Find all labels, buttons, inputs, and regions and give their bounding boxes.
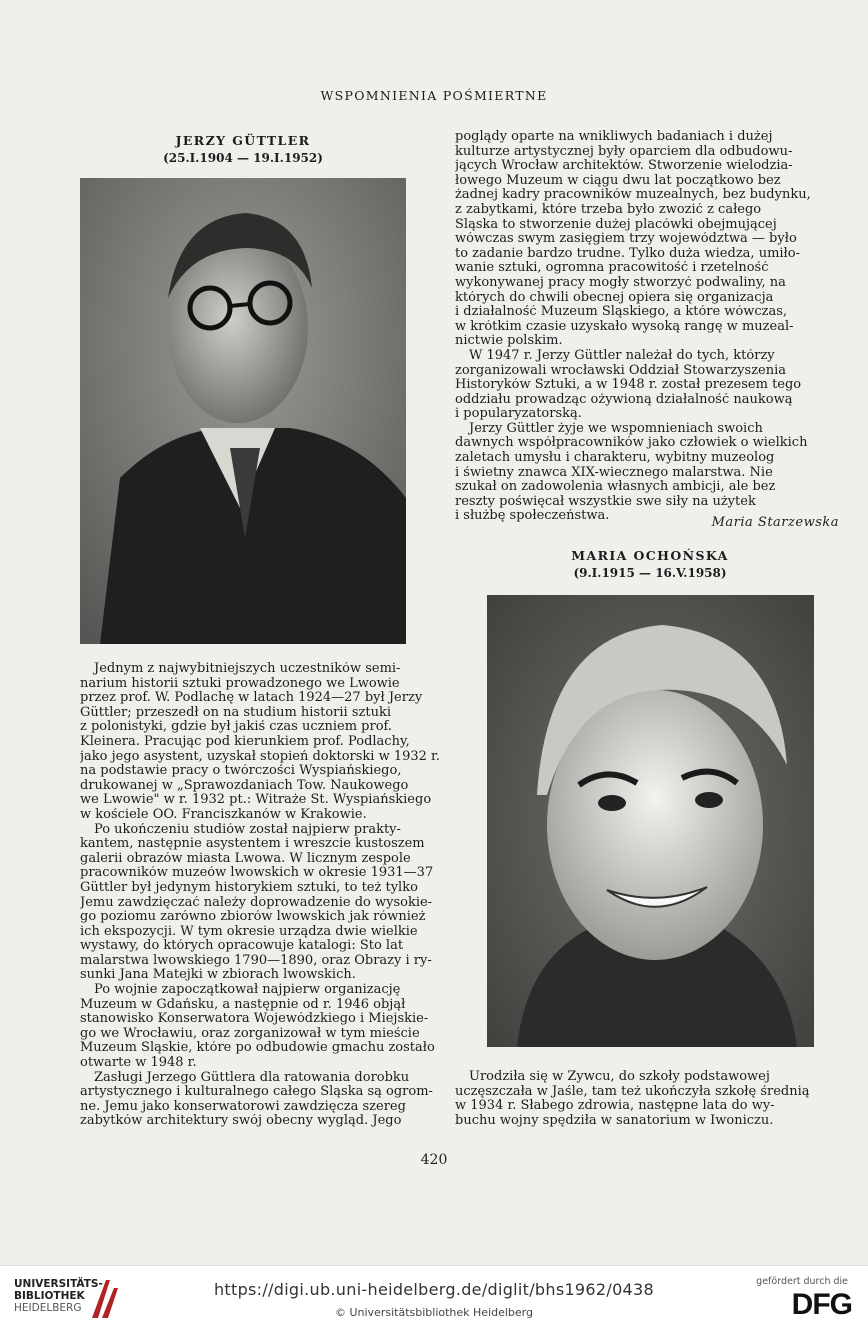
bio-heading-ochonska [540, 548, 760, 580]
text-line: zabytków architektury swój obecny wygląd. Jego [80, 1114, 402, 1129]
dfg-logo: DFG [791, 1288, 852, 1321]
text-line: Jednym z najwybitniejszych uczestników semi- [94, 662, 401, 676]
text-line: z polonistyki, gdzie był jakiś czas uczniem prof. [80, 720, 393, 735]
bio1-text-left [80, 662, 445, 1129]
text-line: poglądy oparte na wnikliwych badaniach i dużej [455, 130, 773, 144]
text-line: Jerzy Güttler żyje we wspomnieniach swoich [469, 421, 763, 436]
bio2-text [455, 1070, 839, 1128]
text-line: to zadanie bardzo trudne. Tylko duża wiedza, umiło- [455, 246, 800, 261]
library-line: HEIDELBERG [14, 1302, 82, 1314]
text-line: jących Wrocław architektów. Stworzenie wielodzia- [455, 159, 793, 174]
text-line: i popularyzatorską. [455, 407, 582, 422]
text-line: i działalność Muzeum Śląskiego, a które wówczas, [455, 305, 788, 320]
text-line: go we Wrocławiu, oraz zorganizował w tym mieście [80, 1026, 420, 1041]
text-line: Güttler; przeszedł on na studium historii sztuki [80, 705, 391, 720]
author-signature: Maria Starzewska [711, 515, 839, 530]
text-line: wanie sztuki, ogromna pracowitość i rzetelność [455, 261, 769, 276]
text-line: stanowisko Konserwatora Wojewódzkiego i Miejskie- [80, 1012, 429, 1027]
text-line: Muzeum w Gdańsku, a następnie od r. 1946 objął [80, 997, 406, 1012]
text-line: Po wojnie zapoczątkował najpierw organizację [94, 983, 401, 998]
text-line: narium historii sztuki prowadzonego we Lwowie [80, 676, 400, 691]
text-line: Urodziła się w Żywcu, do szkoły podstawowej [469, 1070, 770, 1084]
bio-heading-guttler [148, 133, 338, 165]
text-line: pracowników muzeów lwowskich w okresie 1931—37 [80, 866, 434, 881]
text-line: zorganizowali wrocławski Oddział Stowarzyszenia [455, 363, 787, 378]
text-line: w 1934 r. Słabego zdrowia, następne lata do wy- [455, 1099, 775, 1114]
text-line: ich ekspozycji. W tym okresie urządza dwie wielkie [80, 924, 418, 939]
text-line: Jemu zawdzięczać należy doprowadzenie do wysokie- [80, 895, 433, 910]
text-line: wówczas swym zasięgiem trzy województwa — było [455, 232, 797, 247]
text-line: Po ukończeniu studiów został najpierw prakty- [94, 822, 401, 837]
text-line: Śląska to stworzenie dużej placówki obejmującej [455, 217, 777, 232]
library-line: UNIVERSITÄTS- [14, 1278, 103, 1290]
text-line: Kleinera. Pracując pod kierunkiem prof. Podlachy, [80, 734, 410, 749]
text-line: przez prof. W. Podlachę w latach 1924—27 był Jerzy [80, 691, 423, 706]
text-line: żadnej kadry pracowników muzealnych, bez budynku, [455, 188, 811, 203]
text-line: malarstwa lwowskiego 1790—1890, oraz Obrazy i ry- [80, 953, 432, 968]
text-line: Güttler był jedynym historykiem sztuki, to też tylko [80, 880, 418, 895]
document-url-link[interactable]: https://digi.ub.uni-heidelberg.de/diglit/bhs1962/0438 [213, 1280, 654, 1299]
portrait-photo-guttler [80, 178, 406, 644]
bio-dates: (9.I.1915 — 16.V.1958) [573, 566, 727, 580]
text-line: galerii obrazów miasta Lwowa. W licznym zespole [80, 851, 411, 866]
text-line: we Lwowie" w r. 1932 pt.: Witraże St. Wyspiańskiego [80, 793, 432, 808]
text-line: i świetny znawca XIX-wiecznego malarstwa. Nie [455, 465, 773, 480]
text-line: Muzeum Śląskie, które po odbudowie gmachu zostało [80, 1041, 435, 1056]
text-line: W 1947 r. Jerzy Güttler należał do tych, którzy [469, 348, 775, 363]
text-line: nictwie polskim. [455, 334, 563, 349]
running-header: WSPOMNIENIA POŚMIERTNE [320, 88, 548, 103]
text-line: drukowanej w „Sprawozdaniach Tow. Naukowego [80, 778, 409, 793]
text-line: buchu wojny spędziła w sanatorium w Iwoniczu. [455, 1113, 774, 1128]
bio1-text-right [455, 130, 839, 524]
text-line: wystawy, do których opracowuje katalogi: Sto lat [80, 939, 404, 954]
text-line: kantem, następnie asystentem i wreszcie kustoszem [80, 837, 425, 852]
text-line: Zasługi Jerzego Güttlera dla ratowania dorobku [94, 1070, 410, 1085]
text-line: otwarte w 1948 r. [80, 1056, 197, 1071]
text-line: ne. Jemu jako konserwatorowi zawdzięcza szereg [80, 1099, 406, 1114]
text-line: sunki Jana Matejki w zbiorach lwowskich. [80, 968, 356, 983]
text-line: artystycznego i kulturalnego całego Śląska są ogrom- [80, 1085, 433, 1100]
copyright-notice: © Universitätsbibliothek Heidelberg [334, 1306, 533, 1319]
page-number: 420 [420, 1152, 448, 1168]
text-line: z zabytkami, które trzeba było zwozić z całego [455, 202, 762, 217]
text-line: w kościele OO. Franciszkanów w Krakowie. [80, 807, 367, 822]
text-line: go poziomu zarówno zbiorów lwowskich jak również [80, 910, 426, 925]
text-line: zaletach umysłu i charakteru, wybitny muzeolog [455, 451, 775, 466]
text-line: których do chwili obecnej opiera się organizacja [455, 290, 774, 305]
text-line: i służbę społeczeństwa. [455, 509, 610, 524]
text-line: jako jego asystent, uzyskał stopień doktorski w 1932 r. [80, 749, 440, 764]
footer-bar [0, 1265, 868, 1330]
library-line: BIBLIOTHEK [14, 1290, 85, 1302]
text-line: uczęszczała w Jaśle, tam też ukończyła szkołę średnią [455, 1084, 810, 1099]
text-line: kulturze artystycznej były oparciem dla odbudowu- [455, 144, 793, 159]
text-line: Historyków Sztuki, a w 1948 r. został prezesem tego [455, 378, 802, 393]
text-line: łowego Muzeum w ciągu dwu lat początkowo bez [455, 173, 781, 188]
text-line: reszty poświęcał wszystkie swe siły na użytek [455, 494, 756, 509]
portrait-photo-ochonska [487, 595, 814, 1047]
bio-name: MARIA OCHOŃSKA [571, 548, 729, 563]
text-line: dawnych współpracowników jako człowiek o wielkich [455, 436, 808, 451]
text-line: oddziału prowadząc ożywioną działalność naukową [455, 392, 793, 407]
text-line: wykonywanej pracy mogły stworzyć podwaliny, na [455, 275, 786, 290]
bio-name: JERZY GÜTTLER [175, 133, 311, 148]
bio-dates: (25.I.1904 — 19.I.1952) [163, 151, 323, 165]
text-line: na podstawie pracy o twórczości Wyspiańskiego, [80, 764, 402, 779]
text-line: w krótkim czasie uzyskało wysoką rangę w muzeal- [455, 319, 794, 334]
funding-note: gefördert durch die [756, 1276, 848, 1287]
text-line: szukał on zadowolenia własnych ambicji, ale bez [455, 480, 776, 495]
